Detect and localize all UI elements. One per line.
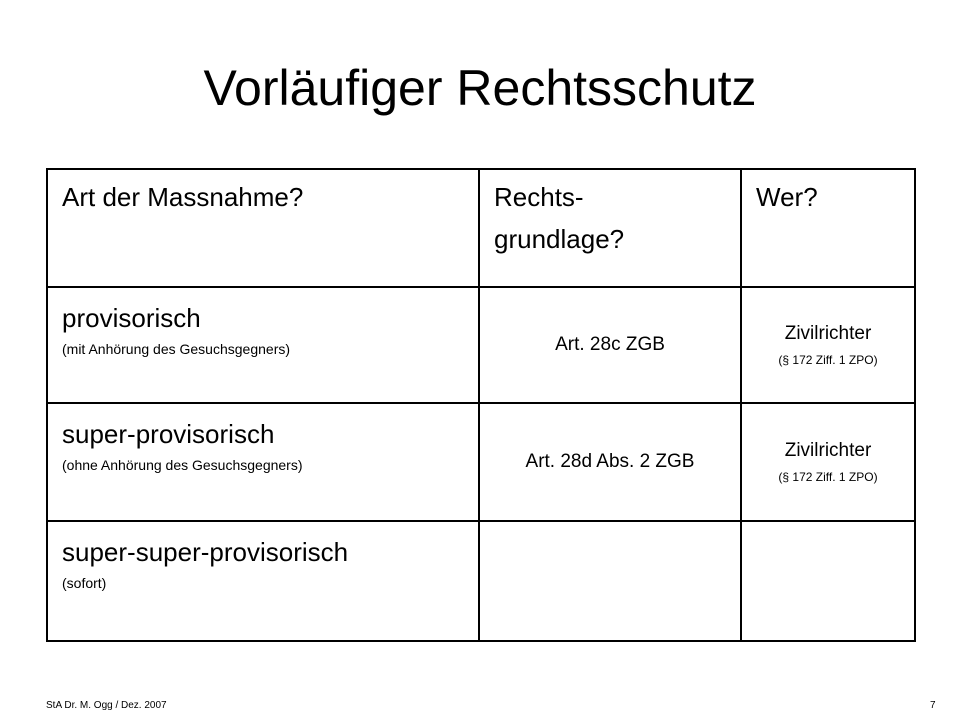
- authority-cell: [741, 403, 915, 521]
- header-cell-measure-type: [47, 169, 479, 287]
- header-legal-basis: Rechts- grundlage?: [494, 182, 625, 254]
- legal-basis: Art. 28d Abs. 2 ZGB: [525, 451, 695, 472]
- authority-reference: [742, 579, 914, 583]
- legal-basis-cell: [479, 403, 741, 521]
- table-row: [47, 403, 915, 521]
- authority-cell: [741, 521, 915, 641]
- legal-basis: Art. 28c ZGB: [555, 334, 665, 355]
- slide-title: Vorläufiger Rechtsschutz: [203, 60, 757, 116]
- slide-footer: StA Dr. M. Ogg / Dez. 2007: [46, 700, 167, 711]
- measure-type-note: (mit Anhörung des Gesuchsgegners): [62, 341, 291, 357]
- measure-type-note: (sofort): [62, 575, 107, 591]
- legal-basis-cell: [479, 287, 741, 403]
- authority-cell: [741, 287, 915, 403]
- legal-basis-cell: [479, 521, 741, 641]
- authority: Zivilrichter: [784, 323, 872, 344]
- measures-table: [46, 168, 916, 642]
- measure-type-cell: [47, 403, 479, 521]
- authority-reference: (§ 172 Ziff. 1 ZPO): [778, 353, 878, 367]
- table-header-row: [47, 169, 915, 287]
- table-row: [47, 521, 915, 641]
- table-row: [47, 287, 915, 403]
- measure-type: super-super-provisorisch: [62, 537, 349, 567]
- measure-type-note: (ohne Anhörung des Gesuchsgegners): [62, 457, 303, 473]
- header-who: Wer?: [756, 182, 818, 212]
- measure-type-cell: [47, 521, 479, 641]
- header-cell-who: [741, 169, 915, 287]
- measure-type: super-provisorisch: [62, 419, 275, 449]
- measure-type-cell: [47, 287, 479, 403]
- page-number: 7: [930, 700, 936, 711]
- header-cell-legal-basis: [479, 169, 741, 287]
- header-measure-type: Art der Massnahme?: [62, 182, 304, 212]
- authority-reference: (§ 172 Ziff. 1 ZPO): [778, 470, 878, 484]
- authority: Zivilrichter: [784, 440, 872, 461]
- measure-type: provisorisch: [62, 303, 201, 333]
